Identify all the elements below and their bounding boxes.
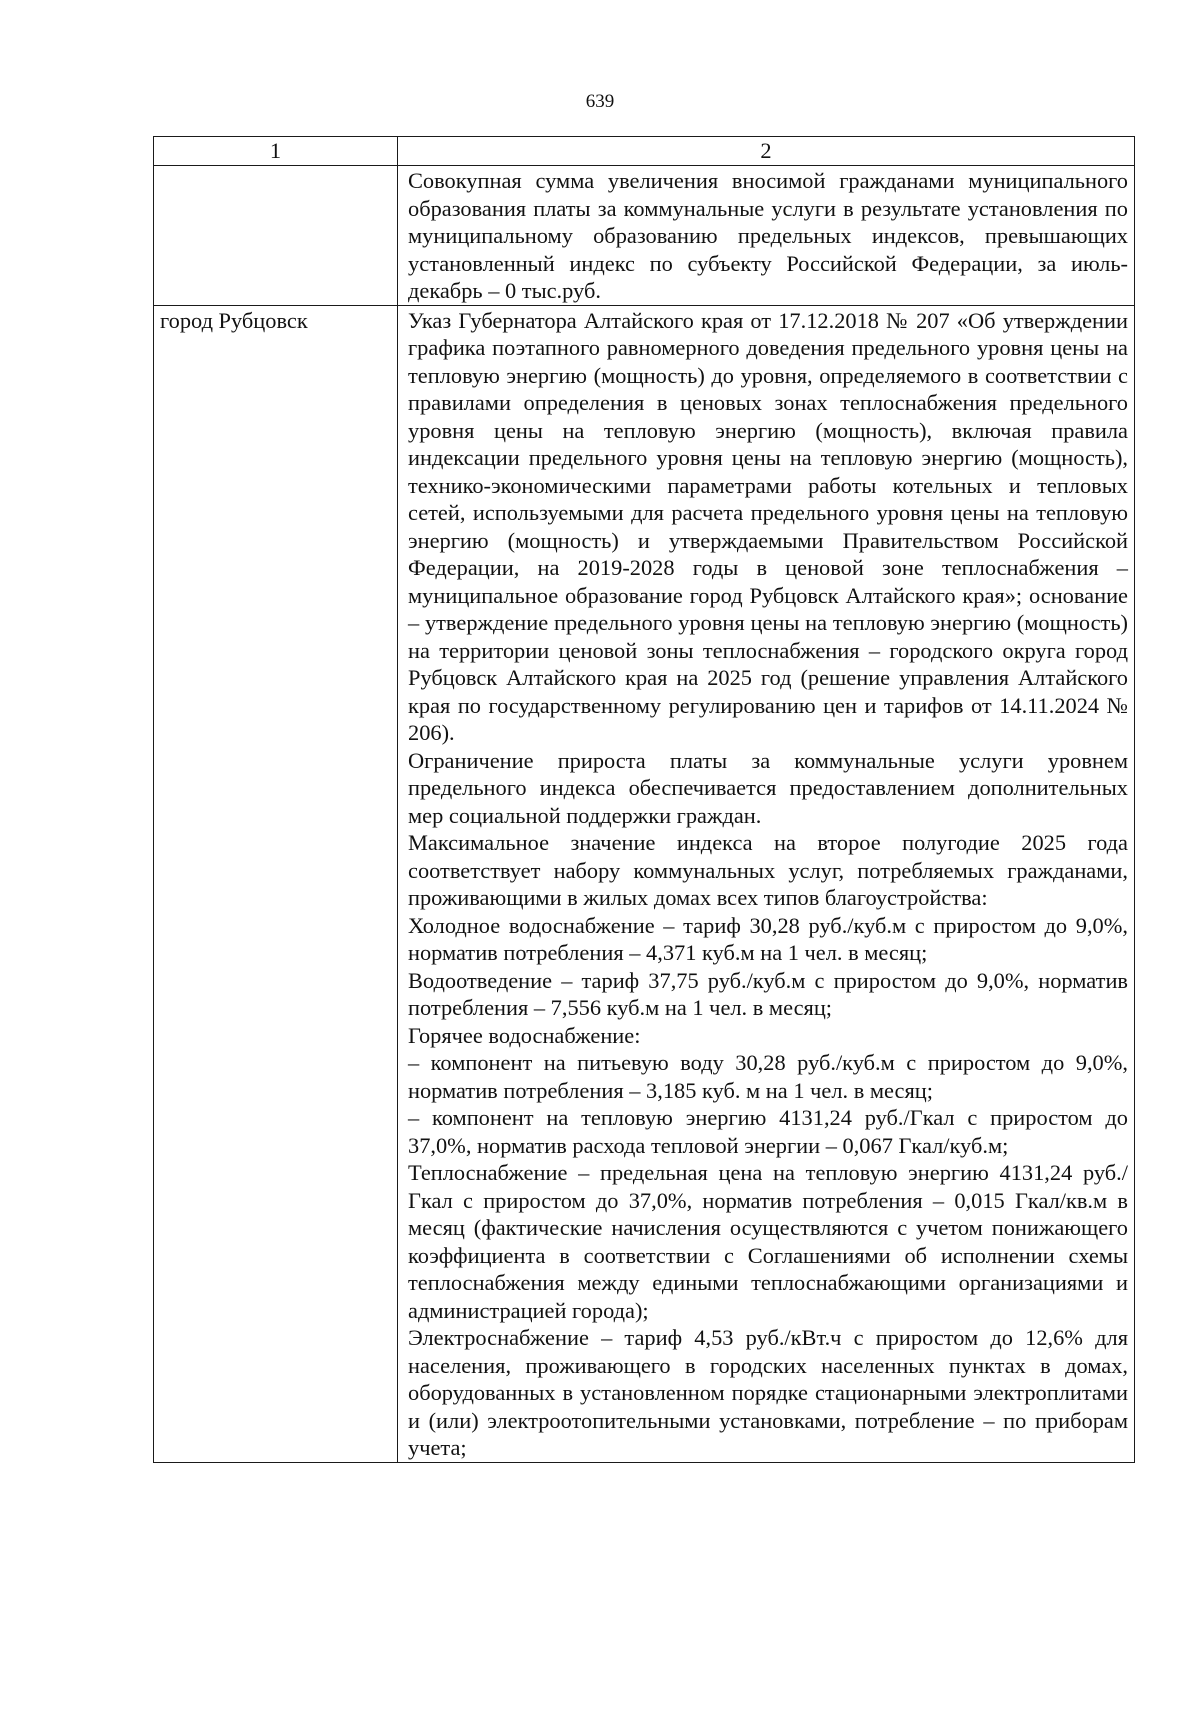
table-row	[154, 305, 1135, 1462]
paragraph: Совокупная сумма увеличения вносимой гражданами муниципального образования платы за коммунальные услуги в результате установления по муниципальному образованию предельных индексов, превышающих установленный индекс по субъекту Российской Федерации, за июль-декабрь – 0 тыс.руб.	[408, 168, 1128, 303]
paragraph: Указ Губернатора Алтайского края от 17.12.2018 № 207 «Об утверждении графика поэтапного равномерного доведения предельного уровня цены на тепловую энергию (мощность) до уровня, определяемого в соответствии с правилами определения в ценовых зонах теплоснабжения предельного уровня цены на тепловую энергию (мощность), включая правила индексации предельного уровня цены на тепловую энергию (мощность), технико-экономическими параметрами работы котельных и тепловых сетей, используемыми для расчета предельного уровня цены на тепловую энергию (мощность) и утверждаемыми Правительством Российской Федерации, на 2019-2028 годы в ценовой зоне теплоснабжения – муниципальное образование город Рубцовск Алтайского края»; основание – утверждение предельного уровня цены на тепловую энергию (мощность) на территории ценовой зоны теплоснабжения – городского округа город Рубцовск Алтайского края на 2025 год (решение управления Алтайского края по государственному регулированию цен и тарифов от 14.11.2024 № 206).	[408, 307, 1128, 745]
description-cell	[398, 305, 1135, 1462]
table-header-row	[154, 137, 1135, 166]
paragraph: – компонент на тепловую энергию 4131,24 руб./Гкал с приростом до 37,0%, норматив расхода тепловой энергии – 0,067 Гкал/куб.м;	[408, 1105, 1128, 1158]
paragraph: Ограничение прироста платы за коммунальные услуги уровнем предельного индекса обеспечивается предоставлением дополнительных мер социальной поддержки граждан.	[408, 747, 1128, 828]
column-header-1: 1	[154, 137, 398, 166]
paragraph: – компонент на питьевую воду 30,28 руб./куб.м с приростом до 9,0%, норматив потребления – 3,185 куб. м на 1 чел. в месяц;	[408, 1050, 1128, 1103]
municipality-cell: город Рубцовск	[154, 305, 398, 1462]
tariff-table	[153, 136, 1135, 1463]
municipality-cell	[154, 166, 398, 306]
column-header-2: 2	[398, 137, 1135, 166]
description-cell	[398, 166, 1135, 306]
paragraph: Электроснабжение – тариф 4,53 руб./кВт.ч с приростом до 12,6% для населения, проживающего в городских населенных пунктах в домах, оборудованных в установленном порядке стационарными электроплитами и (или) электроотопительными установками, потребление – по приборам учета;	[408, 1325, 1128, 1460]
paragraph: Максимальное значение индекса на второе полугодие 2025 года соответствует набору коммунальных услуг, потребляемых гражданами, проживающими в жилых домах всех типов благоустройства:	[408, 830, 1128, 910]
paragraph: Теплоснабжение – предельная цена на тепловую энергию 4131,24 руб./Гкал с приростом до 37,0%, норматив потребления – 0,015 Гкал/кв.м в месяц (фактические начисления осуществляются с учетом понижающего коэффициента в соответствии с Соглашениями об исполнении схемы теплоснабжения между едиными теплоснабжающими организациями и администрацией города);	[408, 1160, 1128, 1323]
paragraph: Холодное водоснабжение – тариф 30,28 руб./куб.м с приростом до 9,0%, норматив потребления – 4,371 куб.м на 1 чел. в месяц;	[408, 912, 1128, 965]
paragraph: Водоотведение – тариф 37,75 руб./куб.м с приростом до 9,0%, норматив потребления – 7,556 куб.м на 1 чел. в месяц;	[408, 967, 1128, 1020]
table-row	[154, 166, 1135, 306]
paragraph: Горячее водоснабжение:	[408, 1022, 641, 1048]
page-number: 639	[585, 91, 615, 112]
